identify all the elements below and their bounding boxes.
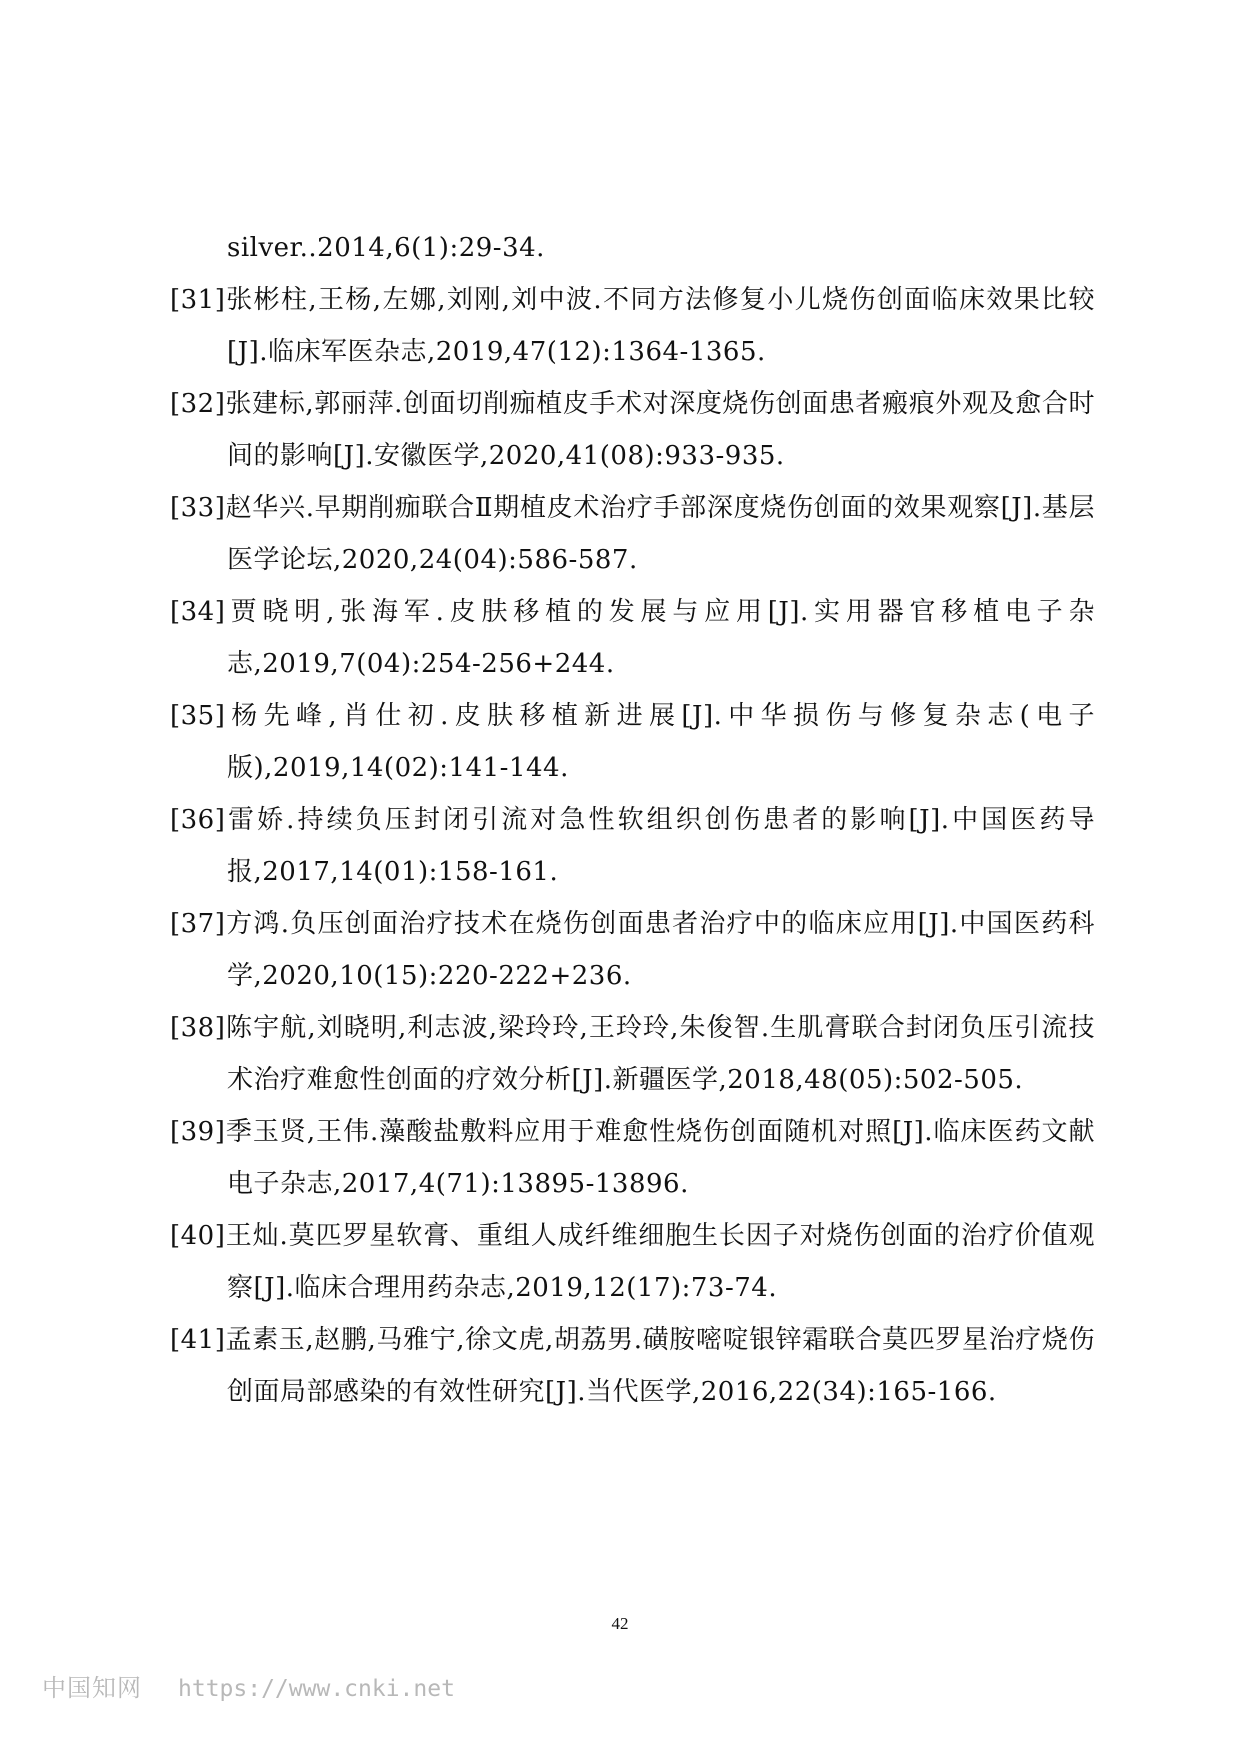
reference-item bbox=[170, 482, 1095, 586]
reference-item bbox=[170, 378, 1095, 482]
reference-number: [39] bbox=[170, 1117, 226, 1147]
reference-item bbox=[170, 1106, 1095, 1210]
reference-text: 张建标,郭丽萍.创面切削痂植皮手术对深度烧伤创面患者瘢痕外观及愈合时间的影响[J].安徽医学,2020,41(08):933-935. bbox=[225, 389, 1095, 471]
reference-item bbox=[170, 1210, 1095, 1314]
reference-number: [36] bbox=[170, 805, 226, 835]
reference-item bbox=[170, 898, 1095, 1002]
reference-item bbox=[170, 690, 1095, 794]
cnki-watermark-footer bbox=[42, 1668, 455, 1703]
reference-text: 赵华兴.早期削痂联合Ⅱ期植皮术治疗手部深度烧伤创面的效果观察[J].基层医学论坛,2020,24(04):586-587. bbox=[225, 493, 1095, 575]
reference-item bbox=[170, 794, 1095, 898]
reference-text: 陈宇航,刘晓明,利志波,梁玲玲,王玲玲,朱俊智.生肌膏联合封闭负压引流技术治疗难愈性创面的疗效分析[J].新疆医学,2018,48(05):502-505. bbox=[225, 1013, 1095, 1095]
reference-item bbox=[170, 586, 1095, 690]
reference-number: [35] bbox=[170, 701, 226, 731]
reference-list bbox=[170, 222, 1095, 1418]
reference-item bbox=[170, 1314, 1095, 1418]
reference-number: [38] bbox=[170, 1013, 226, 1043]
reference-text: 王灿.莫匹罗星软膏、重组人成纤维细胞生长因子对烧伤创面的治疗价值观察[J].临床合理用药杂志,2019,12(17):73-74. bbox=[225, 1221, 1095, 1303]
reference-continuation: silver..2014,6(1):29-34. bbox=[227, 233, 545, 263]
cnki-brand-text: 中国知网 bbox=[42, 1674, 142, 1702]
reference-number: [37] bbox=[170, 909, 226, 939]
reference-number: [32] bbox=[170, 389, 226, 419]
reference-text: 方鸿.负压创面治疗技术在烧伤创面患者治疗中的临床应用[J].中国医药科学,2020,10(15):220-222+236. bbox=[225, 909, 1095, 991]
reference-item bbox=[170, 274, 1095, 378]
reference-number: [40] bbox=[170, 1221, 226, 1251]
reference-text: 孟素玉,赵鹏,马雅宁,徐文虎,胡荔男.磺胺嘧啶银锌霜联合莫匹罗星治疗烧伤创面局部感染的有效性研究[J].当代医学,2016,22(34):165-166. bbox=[225, 1325, 1095, 1407]
page-number: 42 bbox=[611, 1614, 629, 1633]
reference-text: 贾晓明,张海军.皮肤移植的发展与应用[J].实用器官移植电子杂志,2019,7(04):254-256+244. bbox=[225, 597, 1095, 679]
reference-text: 季玉贤,王伟.藻酸盐敷料应用于难愈性烧伤创面随机对照[J].临床医药文献电子杂志,2017,4(71):13895-13896. bbox=[225, 1117, 1095, 1199]
reference-text: 杨先峰,肖仕初.皮肤移植新进展[J].中华损伤与修复杂志(电子版),2019,14(02):141-144. bbox=[225, 701, 1095, 783]
reference-number: [33] bbox=[170, 493, 226, 523]
reference-text: 张彬柱,王杨,左娜,刘刚,刘中波.不同方法修复小儿烧伤创面临床效果比较[J].临床军医杂志,2019,47(12):1364-1365. bbox=[225, 285, 1095, 367]
reference-text: 雷娇.持续负压封闭引流对急性软组织创伤患者的影响[J].中国医药导报,2017,14(01):158-161. bbox=[225, 805, 1095, 887]
cnki-url-link[interactable]: https://www.cnki.net bbox=[178, 1676, 455, 1702]
reference-number: [31] bbox=[170, 285, 226, 315]
reference-number: [34] bbox=[170, 597, 226, 627]
reference-item bbox=[170, 1002, 1095, 1106]
reference-number: [41] bbox=[170, 1325, 226, 1355]
